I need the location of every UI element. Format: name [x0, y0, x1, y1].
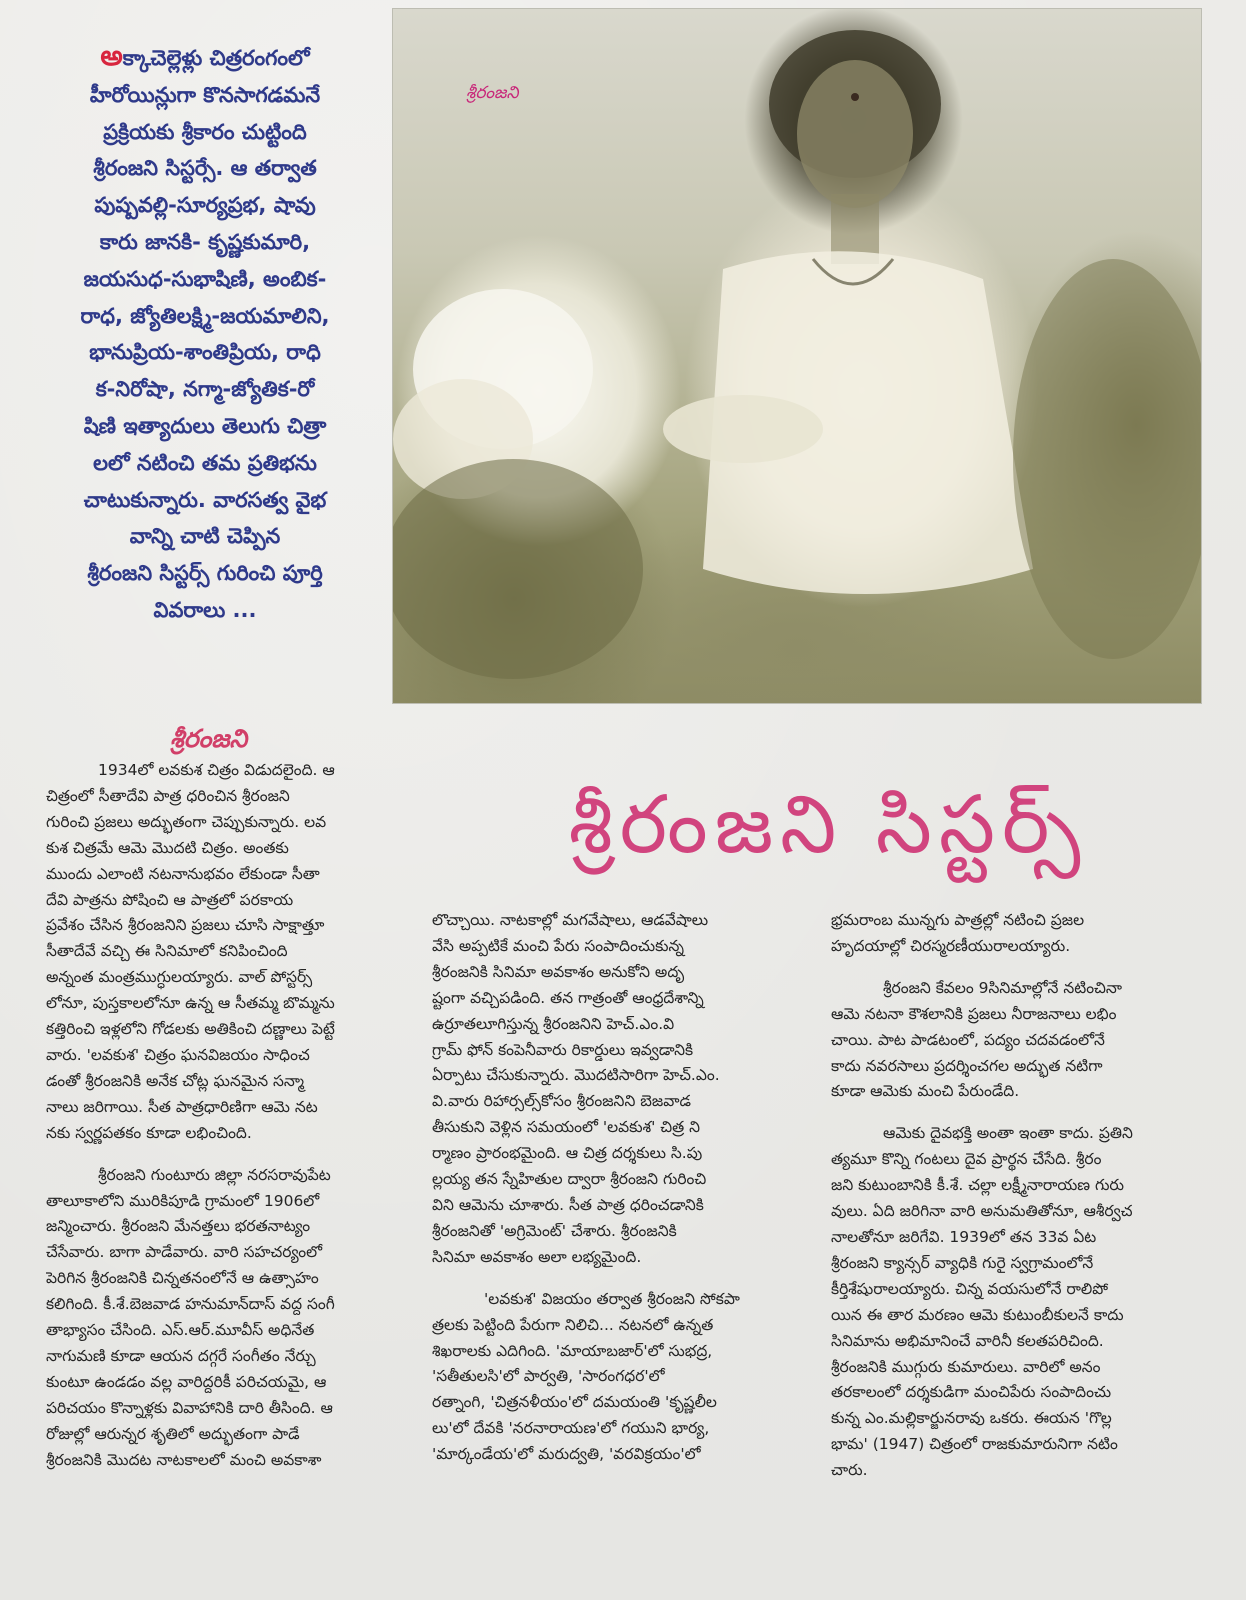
text-line: జన్మించారు. శ్రీరంజని మేనత్తలు భరతనాట్యం	[46, 1217, 311, 1236]
text-line: కుంటూ ఉండడం వల్ల వారిద్దరికీ పరిచయమై, ఆ	[46, 1372, 327, 1391]
intro-line: ప్రక్రియకు శ్రీకారం చుట్టింది	[103, 119, 307, 144]
text-line: ర్మాణం ప్రారంభమైంది. ఆ చిత్ర దర్శకులు సి.పు	[432, 1144, 703, 1163]
article-column-3	[831, 908, 1209, 1484]
intro-line: హీరోయిన్లుగా కొనసాగడమనే	[89, 82, 321, 107]
text-line: హృదయాల్లో చిరస్మరణీయురాలయ్యారు.	[831, 936, 1071, 955]
dropcap: అ	[100, 39, 123, 72]
text-line: చిత్రంలో సీతాదేవి పాత్ర ధరించిన శ్రీరంజని	[46, 786, 290, 805]
text-line: డంతో శ్రీరంజనికి అనేక చోట్ల ఘనమైన సన్మా	[46, 1071, 304, 1090]
intro-line: లలో నటించి తమ ప్రతిభను	[93, 450, 317, 475]
text-line: గురించి ప్రజలు అద్భుతంగా చెప్పుకున్నారు. లవ	[46, 812, 327, 831]
intro-line: పుష్పవల్లి-సూర్యప్రభ, షావు	[94, 193, 316, 218]
text-line: అన్నంత మంత్రముగ్ధులయ్యారు. వాల్ పోస్టర్స్	[46, 968, 313, 987]
text-line: ఆమెకు దైవభక్తి అంతా ఇంతా కాదు. ప్రతిని	[883, 1124, 1133, 1143]
section-subheading: శ్రీరంజని	[170, 724, 248, 753]
text-line: కాదు నవరసాలు ప్రదర్శించగల అద్భుత నటిగా	[831, 1056, 1103, 1075]
text-line: 'మార్కండేయ'లో మరుద్వతి, 'వరవిక్రయం'లో	[432, 1445, 701, 1464]
text-line: నకు స్వర్ణపతకం కూడా లభించింది.	[46, 1123, 252, 1142]
text-line: జని కుటుంబానికి కీ.శే. చల్లా లక్ష్మీనారాయణ గురు	[831, 1176, 1124, 1195]
intro-line: శ్రీరంజని సిస్టర్సే. ఆ తర్వాత	[93, 156, 317, 181]
text-line: నాలు జరిగాయి. సీత పాత్రధారిణిగా ఆమె నట	[46, 1097, 318, 1116]
intro-line: భానుప్రియ-శాంతిప్రియ, రాధి	[89, 340, 321, 365]
text-line: లోనూ, పుస్తకాలలోనూ ఉన్న ఆ సీతమ్మ బొమ్మను	[46, 994, 335, 1013]
text-line: వి.వారు రిహార్సల్స్‌కోసం శ్రీరంజనిని బెజవాడ	[432, 1092, 691, 1111]
text-line: ప్రవేశం చేసిన శ్రీరంజనిని ప్రజలు చూసి సాక్షాత్తూ	[46, 916, 325, 935]
text-line: 'లవకుశ' విజయం తర్వాత శ్రీరంజని సోకపా	[484, 1289, 740, 1308]
text-line: కూడా ఆమెకు మంచి పేరుండేది.	[831, 1082, 1020, 1101]
text-line: ల్లయ్య తన స్నేహితుల ద్వారా శ్రీరంజని గురించి	[432, 1170, 707, 1189]
text-line: కత్తిరించి ఇళ్లలోని గోడలకు అతికించి దణ్ణాలు పెట్టే	[46, 1020, 335, 1039]
text-line: ష్టంగా వచ్చిపడింది. తన గాత్రంతో ఆంధ్రదేశాన్ని	[432, 988, 704, 1007]
article-column-1	[46, 758, 418, 1473]
text-line: శ్రీరంజనికి ముగ్గురు కుమారులు. వారిలో అనం	[831, 1357, 1101, 1376]
text-line: శిఖరాలకు ఎదిగింది. 'మాయాబజార్'లో సుభద్ర,	[432, 1341, 713, 1360]
text-line: పరిచయం కొన్నాళ్లకు వివాహానికి దారి తీసింది. ఆ	[46, 1398, 333, 1417]
text-line: నాలతోనూ జరిగేవి. 1939లో తన 33వ ఏట	[831, 1227, 1097, 1246]
text-line: తరకాలంలో దర్శకుడిగా మంచిపేరు సంపాదించు	[831, 1383, 1112, 1402]
text-line: సినిమా అవకాశం అలా లభ్యమైంది.	[432, 1247, 642, 1266]
intro-line: వివరాలు ...	[153, 597, 257, 622]
text-line: యిన ఈ తార మరణం ఆమె కుటుంబీకులనే కాదు	[831, 1305, 1124, 1324]
text-line: 1934లో లవకుశ చిత్రం విడుదలైంది. ఆ	[98, 761, 335, 779]
text-line: చారు.	[831, 1461, 868, 1480]
text-line: రోజుల్లో ఆరున్నర శృతిలో అద్భుతంగా పాడే	[46, 1424, 300, 1443]
text-line: రత్నాంగి, 'చిత్రనళీయం'లో దమయంతి 'కృష్ణలీల	[432, 1393, 717, 1412]
text-line: పెరిగిన శ్రీరంజనికి చిన్నతనంలోనే ఆ ఉత్సాహం	[46, 1269, 319, 1288]
portrait-photo	[392, 8, 1202, 704]
text-line: లొచ్చాయి. నాటకాల్లో మగవేషాలు, ఆడవేషాలు	[432, 911, 709, 929]
text-line: ఆమె నటనా కౌశలానికి ప్రజలు నీరాజనాలు లభిం	[831, 1004, 1117, 1023]
text-line: చేసేవారు. బాగా పాడేవారు. వారి సహచర్యంలో	[46, 1243, 323, 1262]
text-line: కలిగింది. కీ.శే.బెజవాడ హనుమాన్‌దాస్ వద్ద సంగీ	[46, 1295, 335, 1314]
text-line: శ్రీరంజని కేవలం 9సినిమాల్లోనే నటించినా	[883, 978, 1123, 997]
text-line: తాలూకాలోని మురికిపూడి గ్రామంలో 1906లో	[46, 1191, 320, 1210]
text-line: ఏర్పాటు చేసుకున్నారు. మొదటిసారిగా హెచ్.ఎం.	[432, 1066, 720, 1085]
text-line: భ్రమరాంబ మున్నగు పాత్రల్లో నటించి ప్రజల	[831, 911, 1085, 929]
intro-line: జయసుధ-సుభాషిణి, అంబిక-	[83, 266, 327, 291]
text-line: త్రలకు పెట్టింది పేరుగా నిలిచి... నటనలో ఉన్నత	[432, 1315, 714, 1334]
text-line: సినిమాను అభిమానించే వారినీ కలతపరిచింది.	[831, 1331, 1104, 1350]
portrait-illustration	[393, 9, 1201, 703]
text-line: కున్న ఎం.మల్లికార్జునరావు ఒకరు. ఈయన 'గొల్ల	[831, 1409, 1112, 1428]
photo-caption: శ్రీరంజని	[466, 83, 519, 103]
intro-line: కారు జానకి- కృష్ణకుమారి,	[99, 229, 311, 254]
text-line: వేసి అప్పటికే మంచి పేరు సంపాదించుకున్న	[432, 936, 685, 955]
text-line: గ్రామ్ ఫోన్ కంపెనీవారు రికార్డులు ఇవ్వడానికి	[432, 1040, 694, 1059]
intro-line: షిణి ఇత్యాదులు తెలుగు చిత్రా	[83, 413, 327, 438]
intro-line: రాధ, జ్యోతిలక్ష్మి-జయమాలిని,	[80, 303, 330, 328]
text-line: లు'లో దేవకి 'నరనారాయణ'లో గయుని భార్య,	[432, 1419, 710, 1438]
text-line: కుశ చిత్రమే ఆమె మొదటి చిత్రం. అంతకు	[46, 838, 289, 857]
intro-line: శ్రీరంజని సిస్టర్స్ గురించి పూర్తి	[87, 561, 323, 586]
text-line: ముందు ఎలాంటి నటనానుభవం లేకుండా సీతా	[46, 864, 320, 883]
article-headline: శ్రీరంజని సిస్టర్స్	[568, 778, 1088, 871]
text-line: కీర్తిశేషురాలయ్యారు. చిన్న వయసులోనే రాలిపో	[831, 1279, 1109, 1298]
text-line: తాభ్యాసం చేసింది. ఎస్.ఆర్.మూవీస్ అధినేత	[46, 1321, 315, 1340]
text-line: శ్రీరంజని క్యాన్సర్ వ్యాధికి గురై స్వగ్రామంలోనే	[831, 1253, 1094, 1272]
intro-line: వాన్ని చాటి చెప్పిన	[129, 524, 281, 549]
text-line: విని ఆమెను చూశారు. సీత పాత్ర ధరించడానికి	[432, 1195, 704, 1214]
article-column-2	[432, 908, 810, 1468]
text-line: భామ' (1947) చిత్రంలో రాజకుమారునిగా నటిం	[831, 1435, 1118, 1454]
text-line: శ్రీరంజనికి మొదట నాటకాలలో మంచి అవకాశా	[46, 1450, 322, 1469]
text-line: శ్రీరంజని గుంటూరు జిల్లా నరసరావుపేట	[98, 1165, 331, 1184]
text-line: తీసుకుని వెళ్లిన సమయంలో 'లవకుశ' చిత్ర ని	[432, 1118, 701, 1137]
text-line: శ్రీరంజనికి సినిమా అవకాశం అనుకోని అదృ	[432, 962, 685, 981]
text-line: చాయి. పాట పాడటంలో, పద్యం చదవడంలోనే	[831, 1030, 1105, 1049]
text-line: శ్రీరంజనితో 'అగ్రిమెంట్' చేశారు. శ్రీరంజనికి	[432, 1221, 677, 1240]
text-line: ఉర్రూతలూగిస్తున్న శ్రీరంజనిని హెచ్.ఎం.వి	[432, 1014, 675, 1033]
intro-standfirst	[30, 38, 380, 629]
text-line: త్యమూ కొన్ని గంటలు దైవ ప్రార్థన చేసేది. శ్రీరం	[831, 1150, 1102, 1169]
intro-line: క-నిరోషా, నగ్మా-జ్యోతిక-రో	[95, 377, 315, 402]
text-line: నాగుమణి కూడా ఆయన దగ్గరే సంగీతం నేర్చు	[46, 1346, 316, 1365]
text-line: వులు. ఏది జరిగినా వారి అనుమతితోనూ, ఆశీర్వచ	[831, 1202, 1133, 1221]
text-line: వారు. 'లవకుశ' చిత్రం ఘనవిజయం సాధించ	[46, 1045, 310, 1064]
text-line: సీతాదేవే వచ్చి ఈ సినిమాలో కనిపించింది	[46, 942, 288, 961]
intro-line: చాటుకున్నారు. వారసత్వ వైభ	[83, 487, 327, 512]
intro-line: అక్కాచెల్లెళ్లు చిత్రరంగంలో	[100, 39, 310, 72]
text-line: 'సతీతులసి'లో పార్వతి, 'సారంగధర'లో	[432, 1367, 665, 1386]
text-line: దేవి పాత్రను పోషించి ఆ పాత్రలో పరకాయ	[46, 890, 294, 909]
